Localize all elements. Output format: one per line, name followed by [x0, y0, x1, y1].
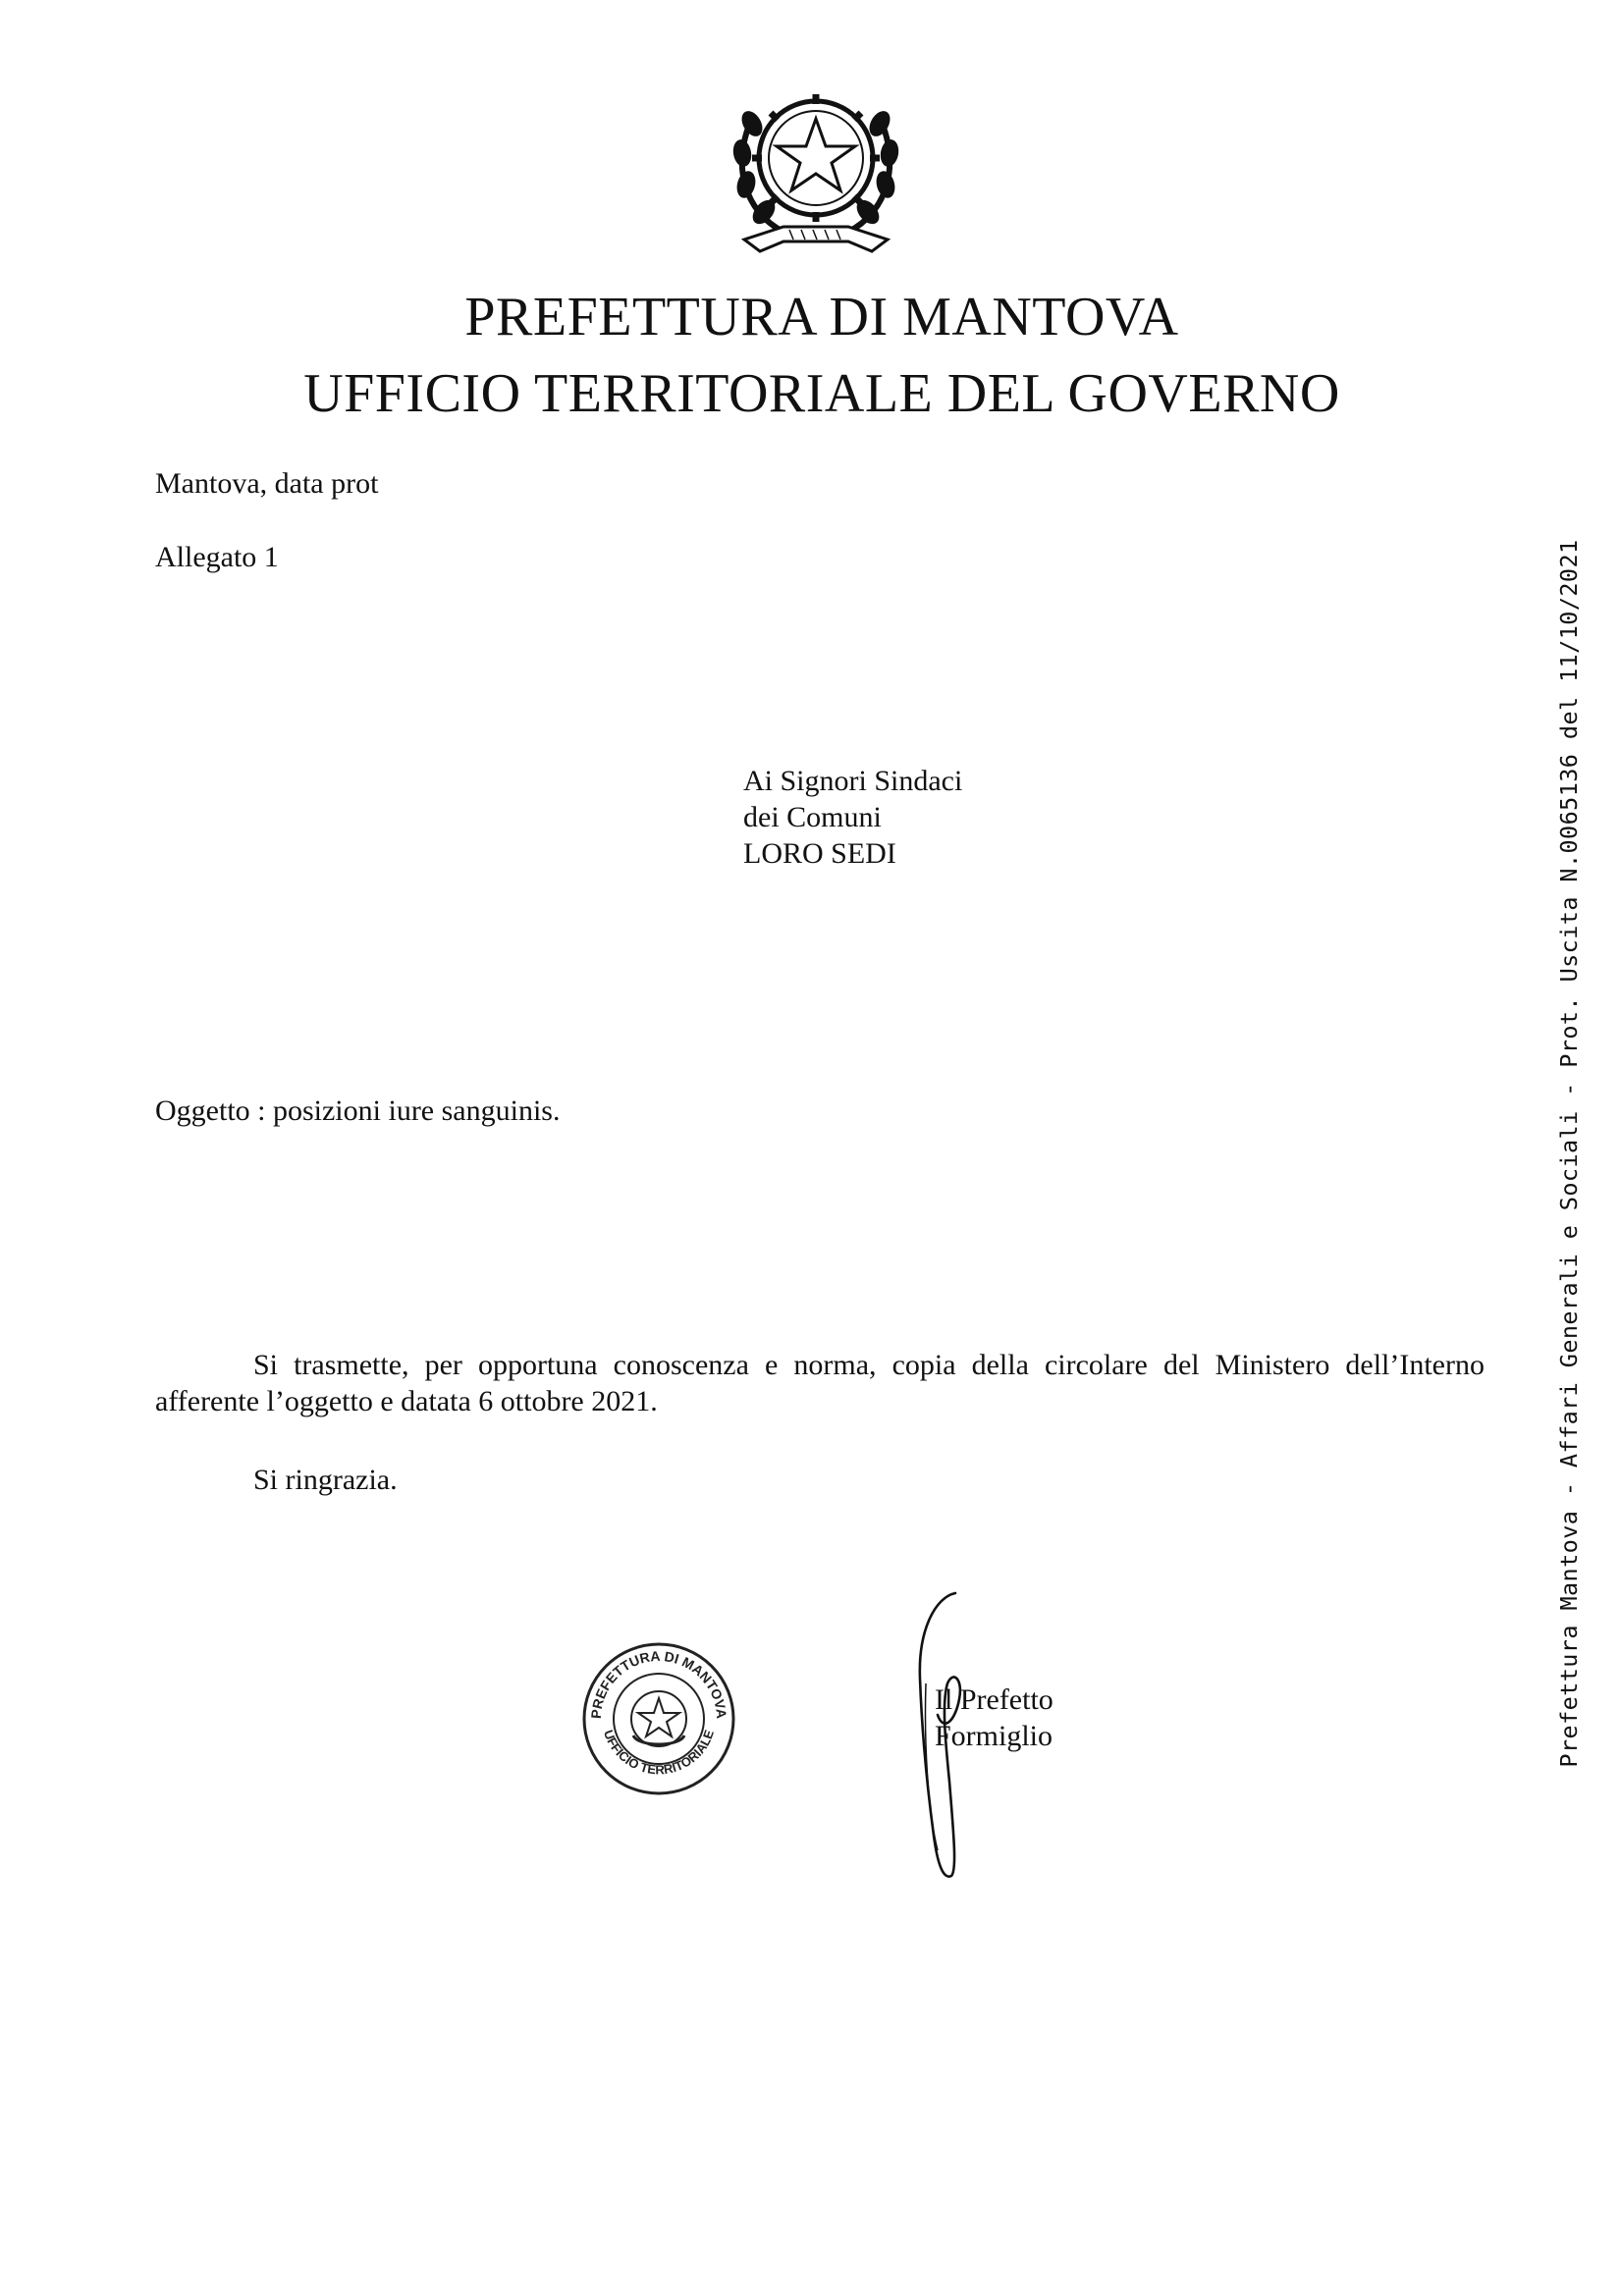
svg-text:UFFICIO TERRITORIALE: UFFICIO TERRITORIALE [600, 1728, 718, 1778]
signatory-name: Formiglio [935, 1720, 1053, 1752]
attachment-label: Allegato 1 [155, 541, 279, 573]
recipient-line-3: LORO SEDI [743, 837, 896, 870]
svg-text:PREFETTURA DI MANTOVA: PREFETTURA DI MANTOVA [587, 1647, 730, 1720]
office-stamp-icon [579, 1639, 738, 1798]
handwritten-signature [898, 1585, 987, 1885]
republic-emblem-icon [725, 65, 907, 261]
header-line-1: PREFETTURA DI MANTOVA [464, 287, 1179, 347]
recipient-line-2: dei Comuni [743, 801, 882, 833]
place-date: Mantova, data prot [155, 467, 379, 500]
body-paragraph: Si trasmette, per opportuna conoscenza e norma, copia della circolare del Ministero dell’Interno afferente l’oggetto e datata 6 ottobre 2021. [155, 1349, 1485, 1417]
recipient-line-1: Ai Signori Sindaci [743, 765, 963, 797]
signatory-title: Il Prefetto [935, 1683, 1053, 1716]
header-line-2: UFFICIO TERRITORIALE DEL GOVERNO [303, 363, 1340, 424]
closing-line: Si ringrazia. [253, 1464, 398, 1496]
subject-line: Oggetto : posizioni iure sanguinis. [155, 1095, 561, 1127]
protocol-stamp-vertical: Prefettura Mantova - Affari Generali e Sociali - Prot. Uscita N.0065136 del 11/10/2021 [1555, 539, 1583, 1768]
